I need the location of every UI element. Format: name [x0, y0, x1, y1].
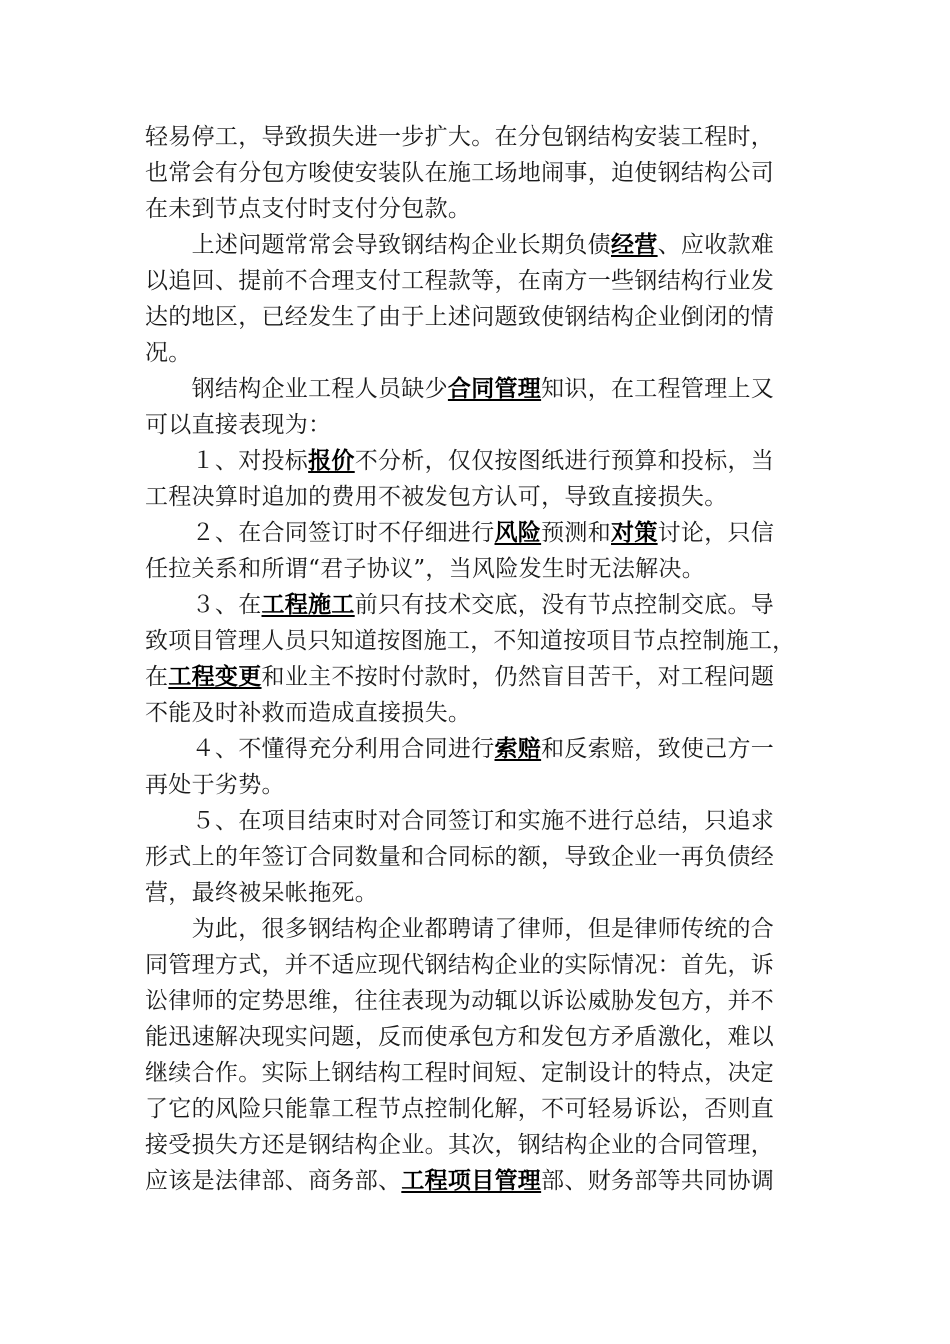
text-segment: ２、在合同签订时不仔细进行: [145, 520, 495, 546]
text-segment: 轻易停工，导致损失进一步扩大。在分包钢结构安装工程时，: [145, 124, 775, 150]
text-segment: 任拉关系和所谓“君子协议”，当风险发生时无法解决。: [145, 556, 706, 582]
text-segment: 讨论，只信: [657, 520, 775, 546]
text-segment: ４、不懂得充分利用合同进行: [145, 736, 495, 762]
text-segment: 以追回、提前不合理支付工程款等，在南方一些钢结构行业发: [145, 268, 775, 294]
text-line: [145, 227, 795, 263]
text-line: [145, 1127, 795, 1163]
text-line: [145, 1091, 795, 1127]
keyword-link[interactable]: 风险: [494, 520, 542, 546]
text-line: [145, 155, 795, 191]
text-line: [145, 803, 795, 839]
text-line: [145, 1019, 795, 1055]
text-segment: 知识，在工程管理上又: [541, 376, 775, 402]
text-segment: 为此，很多钢结构企业都聘请了律师，但是律师传统的合: [145, 916, 775, 942]
text-segment: 讼律师的定势思维，往往表现为动辄以诉讼威胁发包方，并不: [145, 988, 775, 1014]
text-segment: 和反索赔，致使己方一: [541, 736, 775, 762]
text-segment: 能迅速解决现实问题，反而使承包方和发包方矛盾激化，难以: [145, 1024, 775, 1050]
text-line: [145, 407, 795, 443]
text-line: [145, 119, 795, 155]
text-line: [145, 443, 795, 479]
text-segment: 在未到节点支付时支付分包款。: [145, 196, 472, 222]
text-segment: 可以直接表现为：: [145, 412, 332, 438]
text-segment: 部、财务部等共同协调: [541, 1168, 775, 1194]
text-line: [145, 983, 795, 1019]
text-segment: 再处于劣势。: [145, 772, 285, 798]
text-segment: ５、在项目结束时对合同签订和实施不进行总结，只追求: [145, 808, 775, 834]
text-segment: 上述问题常常会导致钢结构企业长期负债: [145, 232, 611, 258]
text-line: [145, 191, 795, 227]
text-line: [145, 587, 795, 623]
text-line: [145, 335, 795, 371]
text-line: [145, 263, 795, 299]
text-segment: 和业主不按时付款时，仍然盲目苦干，对工程问题: [261, 664, 775, 690]
text-line: [145, 479, 795, 515]
text-segment: 同管理方式，并不适应现代钢结构企业的实际情况：首先，诉: [145, 952, 775, 978]
text-segment: 继续合作。实际上钢结构工程时间短、定制设计的特点，决定: [145, 1060, 775, 1086]
text-line: [145, 299, 795, 335]
text-segment: 致项目管理人员只知道按图施工，不知道按项目节点控制施工，: [145, 628, 796, 654]
keyword-link[interactable]: 合同管理: [447, 376, 542, 402]
text-segment: 在: [145, 664, 169, 690]
text-line: [145, 371, 795, 407]
text-segment: 营，最终被呆帐拖死。: [145, 880, 378, 906]
text-segment: 工程决算时追加的费用不被发包方认可，导致直接损失。: [145, 484, 728, 510]
text-line: [145, 731, 795, 767]
keyword-link[interactable]: 工程项目管理: [401, 1168, 542, 1194]
keyword-link[interactable]: 工程变更: [168, 664, 262, 690]
text-segment: 了它的风险只能靠工程节点控制化解，不可轻易诉讼，否则直: [145, 1096, 775, 1122]
text-line: [145, 659, 795, 695]
text-line: [145, 911, 795, 947]
text-segment: 、应收款难: [657, 232, 775, 258]
text-line: [145, 1055, 795, 1091]
text-segment: 接受损失方还是钢结构企业。其次，钢结构企业的合同管理，: [145, 1132, 775, 1158]
text-line: [145, 623, 796, 659]
text-segment: 达的地区，已经发生了由于上述问题致使钢结构企业倒闭的情: [145, 304, 775, 330]
keyword-link[interactable]: 报价: [308, 448, 355, 474]
text-segment: ３、在: [145, 592, 262, 618]
keyword-link[interactable]: 工程施工: [261, 592, 355, 618]
body-text: [145, 119, 795, 1199]
text-line: [145, 947, 795, 983]
text-segment: 不能及时补救而造成直接损失。: [145, 700, 472, 726]
keyword-link[interactable]: 对策: [611, 520, 658, 546]
text-line: [145, 515, 795, 551]
text-segment: 前只有技术交底，没有节点控制交底。导: [354, 592, 775, 618]
text-segment: 钢结构企业工程人员缺少: [145, 376, 448, 402]
keyword-link[interactable]: 经营: [611, 232, 658, 258]
text-segment: 况。: [145, 340, 192, 366]
text-line: [145, 695, 795, 731]
text-segment: 应该是法律部、商务部、: [145, 1168, 402, 1194]
text-line: [145, 875, 795, 911]
text-segment: 不分析，仅仅按图纸进行预算和投标，当: [354, 448, 775, 474]
text-segment: 形式上的年签订合同数量和合同标的额，导致企业一再负债经: [145, 844, 775, 870]
text-segment: 预测和: [541, 520, 612, 546]
text-segment: １、对投标: [145, 448, 309, 474]
text-line: [145, 551, 795, 587]
text-line: [145, 839, 795, 875]
text-line: [145, 1163, 795, 1199]
text-line: [145, 767, 795, 803]
keyword-link[interactable]: 索赔: [494, 736, 542, 762]
text-segment: 也常会有分包方唆使安装队在施工场地闹事，迫使钢结构公司: [145, 160, 775, 186]
